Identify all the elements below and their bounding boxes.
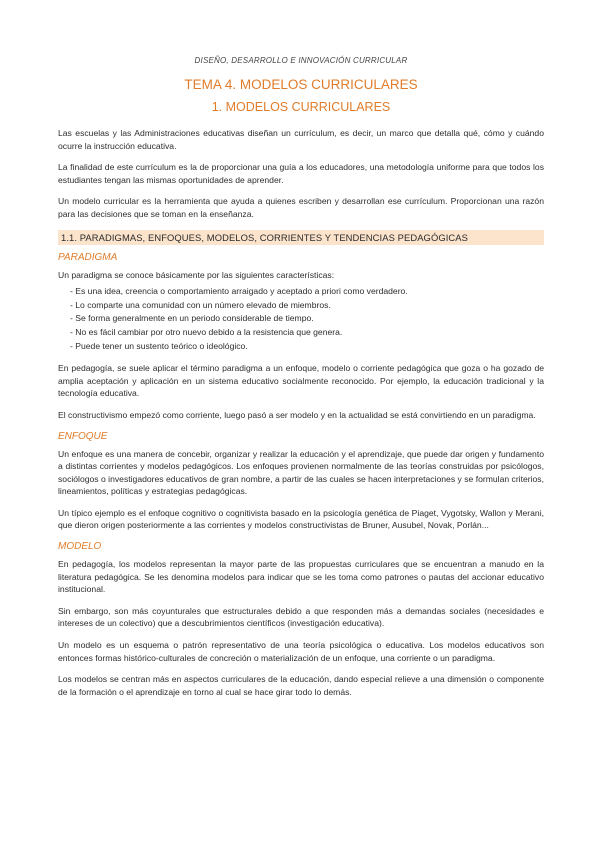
list-item: - Se forma generalmente en un periodo considerable de tiempo. [70,312,544,326]
page-content [58,56,544,707]
enfoque-heading: ENFOQUE [58,430,108,442]
list-item: - No es fácil cambiar por otro nuevo debido a la resistencia que genera. [70,326,544,340]
paradigma-paragraph-2: El constructivismo empezó como corriente, luego pasó a ser modelo y en la actualidad se está convirtiendo en un paradigma. [58,409,536,420]
list-item: - Lo comparte una comunidad con un número elevado de miembros. [70,299,544,313]
modelo-paragraph-2: Sin embargo, son más coyunturales que estructurales debido a que responden más a demandas sociales (necesidades e intereses de un colectivo) que a descubrimientos científicos (investigación educativa). [58,605,544,629]
intro-paragraph-1: Las escuelas y las Administraciones educativas diseñan un currículum, es decir, un marco que detalla qué, cómo y cuándo ocurre la instrucción educativa. [58,128,544,151]
list-item: - Es una idea, creencia o comportamiento arraigado y aceptado a priori como verdadero. [70,285,544,299]
intro-paragraph-3: Un modelo curricular es la herramienta que ayuda a quienes escriben y desarrollan ese currículum. Proporcionan una razón para las decisiones que se toman en la enseñanza. [58,196,544,219]
paradigma-intro: Un paradigma se conoce básicamente por las siguientes características: [58,269,335,280]
subsection-heading-1-1: 1.1. PARADIGMAS, ENFOQUES, MODELOS, CORRIENTES Y TENDENCIAS PEDAGÓGICAS [58,230,544,245]
running-header: DISEÑO, DESARROLLO E INNOVACIÓN CURRICULAR [194,56,408,65]
paradigma-characteristics-list [58,285,544,353]
enfoque-paragraph-2: Un típico ejemplo es el enfoque cognitivo o cognitivista basado en la psicología genética de Piaget, Vygotsky, Wallon y Merani, que dieron origen posteriormente a las corrientes y modelos constructivistas de Bruner, Ausubel, Novak, Porlán... [58,507,544,531]
modelo-heading: MODELO [58,541,102,553]
paradigma-paragraph-1: En pedagogía, se suele aplicar el término paradigma a un enfoque, modelo o corriente pedagógica que goza o ha gozado de amplia aceptación y aplicación en un sistema educativo socialmente reconocido. Por ejemplo, la educación tradicional y la tecnología educativa. [58,363,544,399]
list-item: - Puede tener un sustento teórico o ideológico. [70,340,544,354]
modelo-paragraph-3: Un modelo es un esquema o patrón representativo de una teoría psicológica o educativa. Los modelos educativos son entonces formas histórico-culturales de concreción o materialización de un enfoque, una corriente o un paradigma. [58,640,544,663]
document-title: TEMA 4. MODELOS CURRICULARES [184,77,418,92]
section-title: 1. MODELOS CURRICULARES [211,100,391,114]
enfoque-paragraph-1: Un enfoque es una manera de concebir, organizar y realizar la educación y el aprendizaje, que puede dar origen y fundamento a distintas corrientes y modelos pedagógicos. Los enfoques provienen normalmente de las teorías construidas por psicólogos, sociólogos o investigadores educativos de gran nombre, a partir de las cuales se hacen interpretaciones y se formulan criterios, lineamientos, políticas y estrategias pedagógicas. [58,448,544,497]
intro-paragraph-2: La finalidad de este currículum es la de proporcionar una guía a los educadores, una metodología uniforme para que todos los estudiantes tengan las mismas oportunidades de aprender. [58,162,544,185]
modelo-paragraph-1: En pedagogía, los modelos representan la mayor parte de las propuestas curriculares que se encuentran a manudo en la literatura pedagógica. Se les denomina modelos para indicar que se les toma como patrones o pautas del accionar educativo institucional. [58,559,544,595]
paradigma-heading: PARADIGMA [58,251,118,263]
modelo-paragraph-4: Los modelos se centran más en aspectos curriculares de la educación, dando especial relieve a una dimensión o componente de la formación o el aprendizaje en torno al cual se hace girar todo lo demás. [58,674,544,697]
